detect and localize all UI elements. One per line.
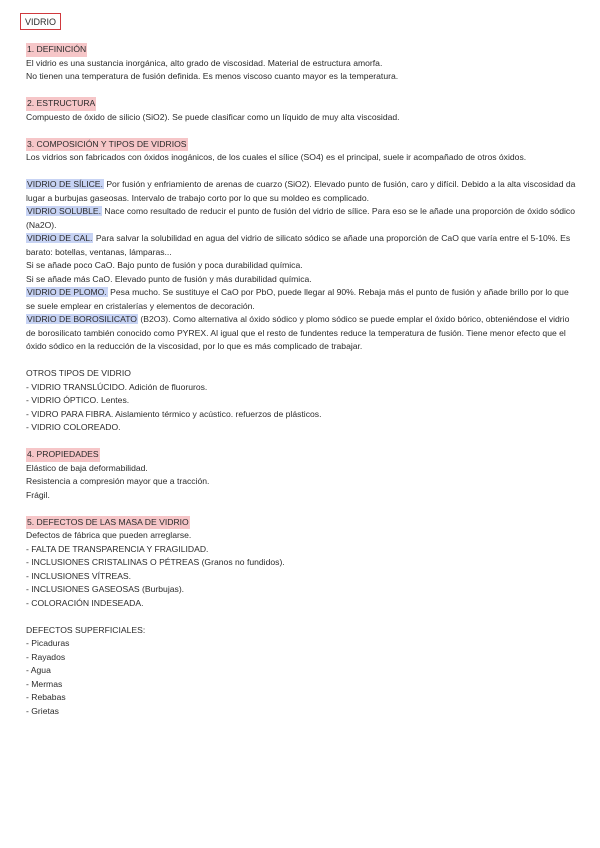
list-item: - FALTA DE TRANSPARENCIA Y FRAGILIDAD. [26,543,209,554]
paragraph-line: El vidrio es una sustancia inorgánica, alto grado de viscosidad. Material de estructura amorfa. [26,57,383,68]
glass-type-label: VIDRIO DE BOROSILICATO [27,314,137,324]
glass-type-label: VIDRIO DE SÍLICE. [27,179,103,189]
list-item: - INCLUSIONES VÍTREAS. [26,570,132,581]
section-heading: 4. PROPIEDADES [26,448,100,462]
glass-type-text: Para salvar la solubilidad en agua del vidrio de silicato sódico se añade una proporción de CaO que varía entre el 5-10%. Es barato: botellas, ventanas, lámparas... [26,233,571,257]
list-item: - VIDRO PARA FIBRA. Aislamiento térmico y acústico. refuerzos de plásticos. [26,408,322,419]
section-defectos [26,516,578,719]
glass-type-text: (B2O3). Como alternativa al óxido sódico y plomo sódico se puede emplar el óxido bórico, obteniéndose el vidrio de borosilicato también conocido como PYREX. Al igual que el resto de fundentes reduce la temperatura de fusión. Tiene menor efecto que el óxido sódico en la reducción de la viscosidad, por lo que es más complicado de trabajar. [26,314,570,351]
section-heading: 2. ESTRUCTURA [26,97,96,111]
glass-type-label: VIDRIO DE PLOMO. [27,287,107,297]
list-item: - Grietas [26,705,59,716]
subheading-defectos-superficiales: DEFECTOS SUPERFICIALES: [26,624,146,635]
glass-type-plomo [26,286,578,313]
glass-type-soluble [26,205,578,232]
document-title: VIDRIO [20,13,61,30]
list-item: - Mermas [26,678,63,689]
paragraph-line: No tienen una temperatura de fusión definida. Es menos viscoso cuanto mayor es la temperatura. [26,71,399,81]
paragraph-intro: Los vidrios son fabricados con óxidos inogánicos, de los cuales el sílice (SO4) es el principal, suele ir acompañado de otros óxidos. [26,152,527,162]
paragraph-line: Compuesto de óxido de silicio (SiO2). Se puede clasificar como un líquido de muy alta viscosidad. [26,111,400,122]
glass-type-cal [26,232,578,259]
list-item: - INCLUSIONES CRISTALINAS O PÉTREAS (Granos no fundidos). [26,557,285,567]
list-item: - Rebabas [26,692,66,702]
list-item: - Agua [26,665,51,675]
document-content [26,43,578,718]
paragraph-line: Frágil. [26,489,50,500]
glass-type-borosilicato [26,313,578,354]
list-item: - Picaduras [26,638,70,648]
glass-type-label: VIDRIO DE CAL. [27,233,93,243]
section-estructura [26,97,578,124]
section-heading: 3. COMPOSICIÓN Y TIPOS DE VIDRIOS [26,138,188,152]
list-item: - INCLUSIONES GASEOSAS (Burbujas). [26,584,185,594]
section-propiedades [26,448,578,502]
list-item: - VIDRIO COLOREADO. [26,422,121,432]
paragraph-line: Defectos de fábrica que pueden arreglarse. [26,530,192,540]
section-heading: 1. DEFINICIÓN [26,43,87,57]
glass-type-text: Por fusión y enfriamiento de arenas de cuarzo (SiO2). Elevado punto de fusión, caro y difícil. Debido a la alta viscosidad da lugar a burbujas gaseosas. Intervalo de trabajo corto por lo que su moldeo es complicado. [26,179,576,203]
paragraph-line: Resistencia a compresión mayor que a tracción. [26,476,210,486]
glass-type-silice [26,178,578,205]
section-heading: 5. DEFECTOS DE LAS MASA DE VIDRIO [26,516,190,530]
subheading-otros-tipos: OTROS TIPOS DE VIDRIO [26,368,131,378]
glass-type-text: Pesa mucho. Se sustituye el CaO por PbO, puede llegar al 90%. Rebaja más el punto de fusión y añade brillo por lo que se suele emplear en cristalerías y elementos de decoración. [26,287,569,311]
paragraph-line: Si se añade más CaO. Elevado punto de fusión y más durabilidad química. [26,273,312,284]
list-item: - VIDRIO TRANSLÚCIDO. Adición de fluoruros. [26,381,208,392]
list-item: - COLORACIÓN INDESEADA. [26,597,144,608]
paragraph-line: Elástico de baja deformabilidad. [26,462,148,473]
paragraph-line: Si se añade poco CaO. Bajo punto de fusión y poca durabilidad química. [26,260,303,270]
glass-type-label: VIDRIO SOLUBLE. [27,206,102,216]
list-item: - VIDRIO ÓPTICO. Lentes. [26,395,130,405]
glass-type-text: Nace como resultado de reducir el punto de fusión del vidrio de sílice. Para eso se le añade una proporción de óxido sódico (Na2O). [26,206,575,230]
list-item: - Rayados [26,651,66,662]
section-composicion [26,138,578,435]
section-definicion [26,43,578,84]
